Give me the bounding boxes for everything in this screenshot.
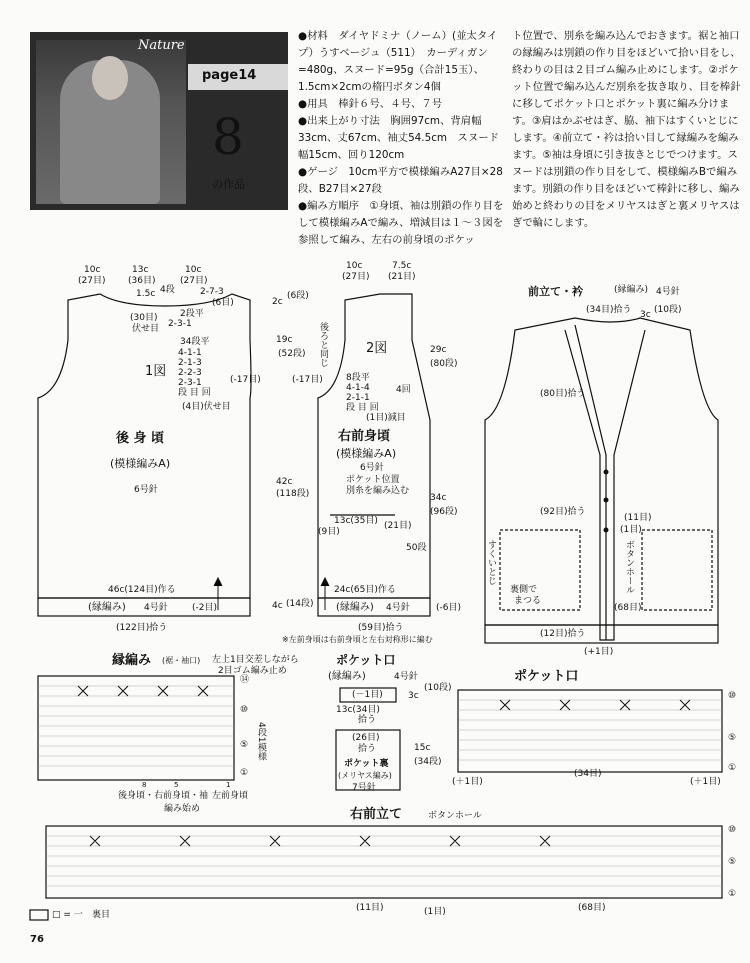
page-number: 76 xyxy=(30,934,44,945)
pocket-chart-count: (34目) xyxy=(574,769,602,779)
band-chart-c1: (1目) xyxy=(424,907,446,917)
front-neck-dec: 2-1-1 xyxy=(346,393,370,403)
band-neck-pick: (80目)拾う xyxy=(540,389,586,399)
front-needle: 6号針 xyxy=(360,463,384,473)
front-border-label: (縁編み) xyxy=(336,602,374,613)
back-neck-dec2: 2-3-1 xyxy=(168,319,192,329)
band-chart-c68: (68目) xyxy=(578,903,606,913)
front-neck-dec-end: (1目)減目 xyxy=(366,413,406,423)
back-neck-bind: (30目) xyxy=(130,313,158,323)
pocket-chart-title: ポケット口 xyxy=(514,669,579,684)
edge-col-label: 1 xyxy=(226,781,231,789)
pocket-chart-plus-l: (＋1目) xyxy=(452,777,483,787)
back-fig-label: 1図 xyxy=(145,364,167,379)
band-bottom-pick: (12目)拾う xyxy=(540,629,586,639)
front-width: 24c(65目)作る xyxy=(334,585,396,595)
band-front-pick: (92目)拾う xyxy=(540,507,586,517)
pocket-back-rows: (34段) xyxy=(414,757,442,767)
edge-chart-sub: (裾・袖口) xyxy=(162,656,201,665)
pocket-mouth-h: 3c xyxy=(408,691,419,701)
instruction-line: ●出来上がり寸法 胸囲97cm、背肩幅33cm、丈67cm、袖丈54.5cm スヌード 幅15cm、回り120cm xyxy=(298,115,510,161)
work-number: 8 xyxy=(212,108,244,166)
pocket-back-title: ポケット裏 xyxy=(344,759,389,769)
button xyxy=(604,528,609,533)
front-arm-st: (-17目) xyxy=(292,375,323,385)
front-shoulder-rows: 2c xyxy=(272,297,283,307)
back-arm-bind: (4目)伏せ目 xyxy=(182,402,231,412)
back-shoulder-st: (6目) xyxy=(212,298,234,308)
cardigan-outline xyxy=(485,318,718,625)
pocket-row-label: ① xyxy=(728,763,737,773)
front-shoulder-rows2: (6段) xyxy=(287,291,309,301)
front-pocket-r: (21目) xyxy=(384,521,412,531)
front-body-rows: (118段) xyxy=(276,489,310,499)
legend-meaning: 裏目 xyxy=(92,910,111,920)
back-neck-depth: 1.5c xyxy=(136,289,156,299)
front-neck-dec: 4-1-4 xyxy=(346,383,370,393)
front-pocket-yarn: 別糸を編み込む xyxy=(346,486,410,496)
back-top-left: 10c xyxy=(84,265,101,275)
front-arm-h: 19c xyxy=(276,335,293,345)
edge-row-label: ⑩ xyxy=(240,705,249,715)
edge-row-label: ⑭ xyxy=(240,675,250,685)
back-arm-st: (-17目) xyxy=(230,375,261,385)
back-top-mid-st: (36目) xyxy=(128,276,156,286)
edge-start: 編み始め xyxy=(164,804,201,814)
back-border-dec: (-2目) xyxy=(192,603,217,613)
front-neck-dec: 段 目 回 xyxy=(346,403,379,413)
band-one-st2: (1目) xyxy=(620,525,642,535)
up-arrow-front xyxy=(321,578,329,610)
button xyxy=(604,498,609,503)
front-side-rows: (96段) xyxy=(430,507,458,517)
front-pocket-l: (9目) xyxy=(318,527,340,537)
back-width: 46c(124目)作る xyxy=(108,585,176,595)
band-chart-c11: (11目) xyxy=(356,903,384,913)
edge-cross-marks xyxy=(78,686,208,696)
front-border-rows: (14段) xyxy=(286,599,314,609)
back-arm-dec: 2-1-3 xyxy=(178,358,202,368)
band-row-label: ⑤ xyxy=(728,857,737,867)
pocket-back-pattern: (メリヤス編み) xyxy=(338,771,392,780)
edge-col-label: 5 xyxy=(174,781,179,789)
band-row-label: ① xyxy=(728,889,737,899)
pocket-mouth-rows: (10段) xyxy=(424,683,452,693)
edge-chart-hlines xyxy=(38,686,234,766)
back-border-label: (縁編み) xyxy=(88,602,126,613)
band-pocket-back2: まつる xyxy=(514,596,542,606)
pocket-chart-plus-r: (＋1目) xyxy=(690,777,721,787)
front-neck-count: 4回 xyxy=(396,385,411,395)
back-neck-dec1: 2段平 xyxy=(180,309,204,319)
band-top-h: 3c xyxy=(640,310,651,320)
back-shoulder: 2-7-3 xyxy=(200,287,224,297)
band-buttonhole: ボタンホール xyxy=(624,540,634,594)
instruction-line: ●用具 棒針６号、４号、７号 xyxy=(298,98,443,110)
front-pocket-h: 50段 xyxy=(406,543,427,553)
front-border xyxy=(318,598,430,616)
back-neck-bind2: 伏せ目 xyxy=(132,324,160,334)
pocket-back-h: 15c xyxy=(414,743,431,753)
pocket-mouth-needle: 4号針 xyxy=(394,672,418,682)
edge-chart-note1: 左上1目交差しながら xyxy=(212,655,299,665)
front-pattern: (模様編みA) xyxy=(336,447,397,460)
series-label: Nature xyxy=(138,38,185,53)
back-arm-dec: 2-3-1 xyxy=(178,378,202,388)
edge-start-label: 後身頃・右前身頃・袖 xyxy=(118,791,209,801)
pocket-back-pick: 拾う xyxy=(358,744,377,754)
band-chart-buttonhole: ボタンホール xyxy=(428,811,482,821)
pocket-mouth-title: ポケット口 xyxy=(336,653,396,667)
front-bottom: (59目)拾う xyxy=(358,623,404,633)
pocket-back-count: (26目) xyxy=(352,733,380,743)
pocket-row-label: ⑤ xyxy=(728,733,737,743)
back-border-needle: 4号針 xyxy=(144,603,168,613)
front-side-h: 34c xyxy=(430,493,447,503)
front-title: 右前身頃 xyxy=(338,429,391,444)
edge-repeat: 4段1模様 xyxy=(256,722,266,761)
edge-chart-title: 縁編み xyxy=(112,653,152,668)
front-top-right-st: (21目) xyxy=(388,272,416,282)
front-total-rows: (80段) xyxy=(430,359,458,369)
band-one-st: (11目) xyxy=(624,513,652,523)
band-title: 前立て・衿 xyxy=(528,285,583,298)
front-body-h: 42c xyxy=(276,477,293,487)
back-arm-dec: 2-2-3 xyxy=(178,368,202,378)
band-pocket-back: 裏側で xyxy=(510,585,538,595)
back-top-right: 10c xyxy=(185,265,202,275)
legend-symbol: □ = 一 xyxy=(52,910,83,920)
pocket-mouth-pick: 拾う xyxy=(358,715,377,725)
back-title: 後 身 頃 xyxy=(116,431,165,446)
band-pocket-side: すくいとじ xyxy=(486,540,496,585)
front-note: 後ろと同じ xyxy=(318,322,328,367)
pocket-back-needle: 7号針 xyxy=(352,783,376,793)
instruction-line: ●ゲージ 10cm平方で模様編みA27目×28段、B27目×27段 xyxy=(298,166,503,195)
back-arm-dec: 4-1-1 xyxy=(178,348,202,358)
instruction-line: ト位置で、別糸を編み込んでおきます。裾と袖口の縁編みは別鎖の作り目をほどいて拾い目をし、終わりの目は２目ゴム編み止めにします。②ポケット位置で編み込んだ別糸を抜き取り、目を棒針に移してポケット口とポケット裏に編み分けます。③肩はかぶせはぎ、脇、袖下はすくいとじにします。④前立て・衿は拾い目して縁編みを編みます。⑤袖は身頃に引き抜きとじでつけます。スヌードは別鎖の作り目をして、模様編みBで編みます。別鎖の作り目をほどいて棒針に移し、編み始めと終わりの目をメリヤスはぎと裏メリヤスはぎで輪にします。 xyxy=(512,30,741,229)
back-body-outline xyxy=(38,294,251,598)
band-top: (34目)拾う xyxy=(586,305,632,315)
front-pocket-w: 13c(35目) xyxy=(334,516,378,526)
edge-row-label: ① xyxy=(240,768,249,778)
band-needle: 4号針 xyxy=(656,287,680,297)
legend-box xyxy=(30,910,48,920)
edge-chart-grid xyxy=(38,676,234,780)
front-top-left-st: (27目) xyxy=(342,272,370,282)
band-chart-grid xyxy=(46,826,722,898)
band-chart-hlines xyxy=(46,836,722,886)
pocket-mouth-dec: (－1目) xyxy=(352,690,383,700)
edge-row-label: ⑤ xyxy=(240,740,249,750)
pocket-chart-hlines xyxy=(458,700,722,760)
band-pattern: (縁編み) xyxy=(614,285,649,295)
back-needle: 6号針 xyxy=(134,485,158,495)
pocket-mouth-pattern: (縁編み) xyxy=(328,671,366,682)
front-border-h: 4c xyxy=(272,601,283,611)
pocket-right xyxy=(642,530,712,610)
back-top-mid: 13c xyxy=(132,265,149,275)
front-border-needle: 4号針 xyxy=(386,603,410,613)
edge-chart-note2: 2目ゴム編み止め xyxy=(218,666,287,676)
back-bottom: (122目)拾う xyxy=(116,623,168,633)
front-border-dec: (-6目) xyxy=(436,603,461,613)
pocket-row-label: ⑩ xyxy=(728,691,737,701)
band-row-label: ⑩ xyxy=(728,825,737,835)
band-chart-title: 右前立て xyxy=(350,807,403,822)
front-fig-label: 2図 xyxy=(366,341,388,356)
front-top-left: 10c xyxy=(346,261,363,271)
instruction-line: ●材料 ダイヤドミナ（ノーム）(並太タイプ）うすベージュ（511） カーディガン=480g、スヌード=95g（合計15玉）、1.5cm×2cmの楕円ボタン4個 xyxy=(298,30,498,93)
pocket-cross-marks xyxy=(500,700,690,710)
band-top-rows: (10段) xyxy=(654,305,682,315)
back-arm-dec: 34段平 xyxy=(180,337,210,347)
page-reference: page14 xyxy=(202,68,257,83)
front-total-h: 29c xyxy=(430,345,447,355)
instruction-line: ●編み方順序 ①身頃、袖は別鎖の作り目をして模様編みAで編み、増減目は１～３図を参照して編み、左右の前身頃のポケッ xyxy=(298,200,504,246)
pocket-mouth-w: 13c(34目) xyxy=(336,705,380,715)
edge-col-label: 8 xyxy=(142,781,147,789)
front-arm-rows: (52段) xyxy=(278,349,306,359)
band-cross-marks xyxy=(90,836,550,846)
front-pocket-pos: ポケット位置 xyxy=(346,475,400,485)
work-suffix: の作品 xyxy=(212,178,245,191)
back-pattern: (模様編みA) xyxy=(110,457,171,470)
back-top-right-st: (27目) xyxy=(180,276,208,286)
edge-start-label2: 左前身頃 xyxy=(212,791,249,801)
button xyxy=(604,470,609,475)
band-count68: (68目) xyxy=(614,603,642,613)
back-top-left-st: (27目) xyxy=(78,276,106,286)
front-neck-dec: 8段平 xyxy=(346,373,370,383)
back-arm-dec: 段 目 回 xyxy=(178,388,211,398)
front-note-mirror: ※左前身頃は右前身頃と左右対称形に編む xyxy=(282,635,433,644)
band-plus: (+1目) xyxy=(584,647,614,657)
back-neck-rows: 4段 xyxy=(160,285,175,295)
front-top-right: 7.5c xyxy=(392,261,412,271)
